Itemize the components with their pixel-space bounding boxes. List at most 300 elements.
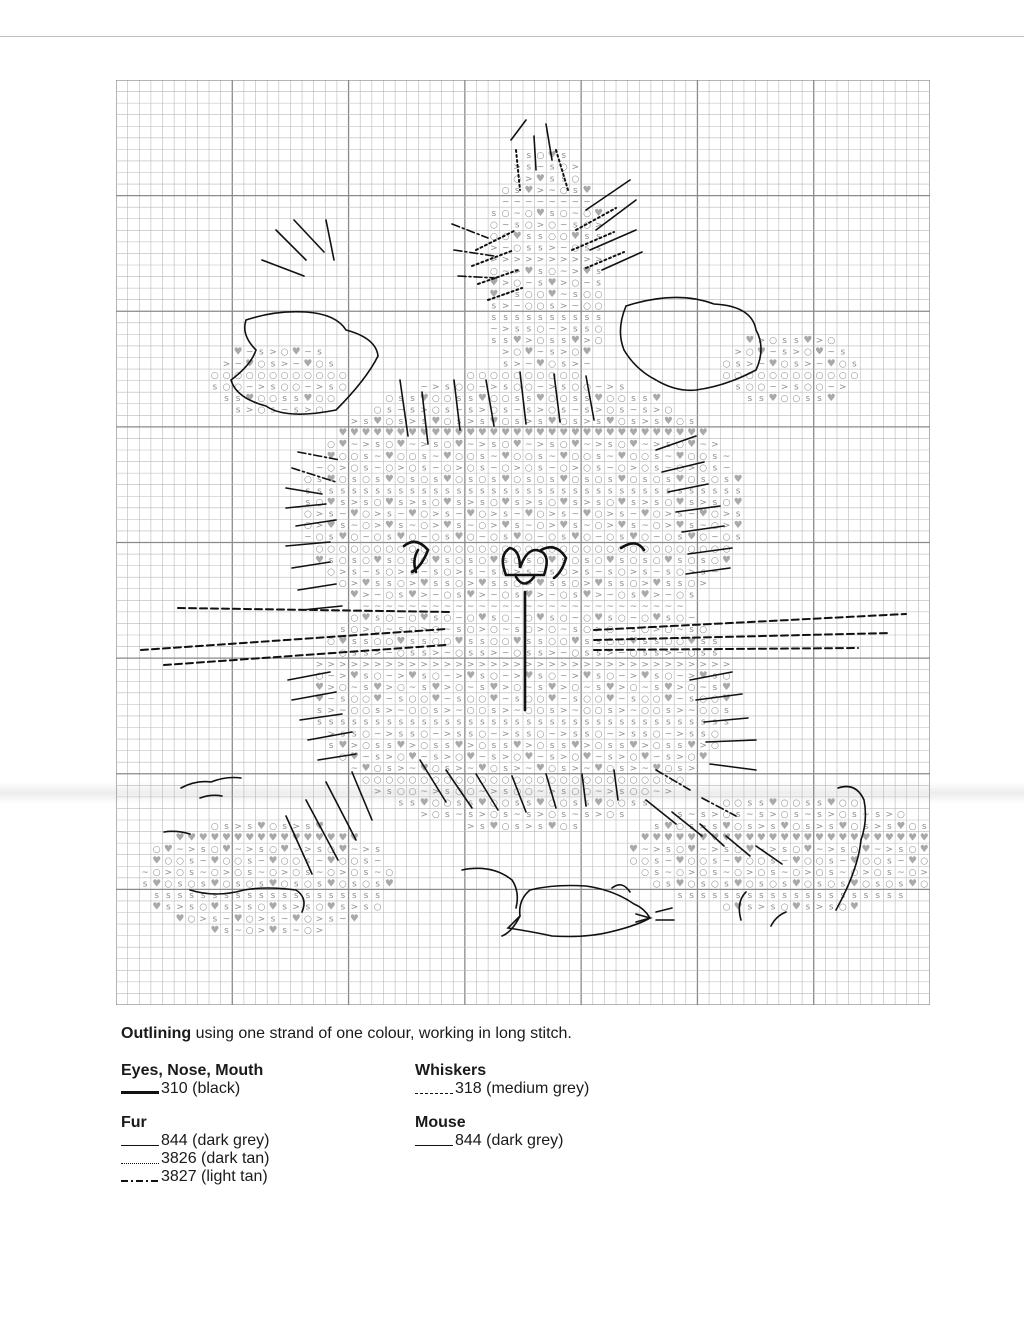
stitch-symbol: ○ — [687, 648, 696, 659]
stitch-symbol: > — [315, 925, 324, 936]
stitch-symbol: ~ — [501, 602, 510, 613]
stitch-symbol: s — [352, 555, 357, 566]
stitch-symbol: s — [572, 486, 578, 497]
stitch-symbol: s — [572, 313, 578, 323]
stitch-symbol: ○ — [327, 844, 336, 855]
stitch-symbol: ♥ — [675, 878, 685, 890]
stitch-symbol: > — [513, 567, 521, 578]
stitch-symbol: s — [340, 521, 346, 532]
stitch-symbol: s — [410, 636, 415, 647]
stitch-symbol: s — [352, 636, 357, 647]
stitch-symbol: > — [513, 764, 521, 774]
stitch-symbol: s — [270, 359, 276, 370]
stitch-symbol: > — [234, 821, 242, 832]
stitch-symbol: ♥ — [629, 843, 638, 855]
stitch-symbol: s — [549, 162, 555, 173]
stitch-symbol: ♥ — [663, 416, 673, 428]
stitch-symbol: ○ — [687, 474, 696, 485]
stitch-symbol: s — [538, 821, 543, 832]
stitch-symbol: ○ — [338, 683, 347, 693]
stitch-symbol: ○ — [443, 417, 452, 428]
stitch-symbol: s — [398, 694, 404, 705]
stitch-symbol: s — [375, 613, 380, 624]
stitch-symbol: ♥ — [396, 439, 406, 451]
stitch-symbol: > — [757, 336, 766, 347]
stitch-symbol: ~ — [408, 440, 417, 451]
stitch-symbol: ○ — [466, 532, 475, 543]
stitch-symbol: s — [607, 752, 613, 763]
stitch-symbol: s — [712, 856, 718, 867]
stitch-symbol: ♥ — [268, 832, 278, 844]
stitch-symbol: > — [315, 382, 324, 393]
stitch-symbol: ♥ — [652, 832, 662, 844]
stitch-symbol: ~ — [571, 602, 580, 613]
stitch-symbol: ○ — [780, 902, 789, 913]
stitch-symbol: ~ — [559, 671, 568, 682]
stitch-symbol: ○ — [583, 544, 591, 555]
stitch-symbol: > — [397, 567, 405, 578]
stitch-symbol: ○ — [594, 694, 603, 705]
stitch-symbol: s — [445, 509, 450, 520]
stitch-symbol: ○ — [187, 879, 196, 890]
stitch-symbol: s — [538, 243, 543, 254]
stitch-symbol: s — [689, 729, 694, 740]
stitch-symbol: ♥ — [152, 855, 162, 867]
stitch-symbol: ○ — [478, 775, 487, 786]
stitch-symbol: > — [490, 521, 498, 532]
legend-entry — [121, 1168, 270, 1186]
stitch-symbol: ○ — [431, 625, 440, 636]
stitch-symbol: ○ — [187, 914, 196, 925]
stitch-symbol: ~ — [641, 440, 649, 451]
stitch-symbol: ○ — [652, 544, 661, 555]
stitch-symbol: ~ — [757, 844, 766, 855]
stitch-symbol: > — [571, 567, 580, 578]
stitch-symbol: > — [629, 463, 638, 474]
stitch-symbol: ~ — [687, 706, 696, 717]
stitch-symbol: s — [421, 498, 427, 508]
stitch-symbol: ○ — [524, 370, 533, 381]
stitch-symbol: s — [445, 382, 450, 393]
stitch-symbol: s — [805, 902, 811, 913]
stitch-symbol: ♥ — [245, 393, 255, 404]
stitch-symbol: s — [561, 787, 567, 798]
stitch-symbol: > — [525, 659, 533, 670]
stitch-symbol: > — [525, 821, 533, 832]
stitch-symbol: s — [584, 324, 590, 335]
stitch-symbol: ○ — [315, 405, 324, 416]
stitch-symbol: s — [572, 625, 578, 636]
stitch-symbol: ~ — [699, 844, 707, 855]
stitch-symbol: > — [536, 590, 545, 601]
stitch-symbol: > — [583, 498, 591, 508]
stitch-symbol: ○ — [536, 775, 545, 786]
stitch-symbol: ~ — [583, 197, 591, 208]
stitch-symbol: s — [503, 579, 508, 589]
stitch-symbol: > — [490, 243, 498, 254]
stitch-symbol: ○ — [896, 810, 905, 821]
stitch-symbol: s — [572, 729, 578, 740]
stitch-symbol: s — [363, 856, 369, 867]
legend-mouse-title: Mouse — [415, 1114, 466, 1131]
stitch-symbol: ○ — [350, 625, 359, 636]
stitch-symbol: ~ — [571, 706, 580, 717]
stitch-symbol: s — [363, 498, 369, 508]
stitch-symbol: ○ — [443, 613, 452, 624]
stitch-symbol: s — [607, 717, 613, 728]
stitch-symbol: ○ — [303, 521, 312, 532]
stitch-symbol: ○ — [373, 671, 382, 682]
stitch-symbol: ○ — [536, 555, 545, 566]
stitch-symbol: s — [549, 301, 555, 312]
stitch-symbol: s — [468, 717, 474, 728]
stitch-symbol: ○ — [362, 775, 370, 786]
stitch-symbol: > — [420, 625, 428, 636]
stitch-symbol: ♥ — [594, 393, 604, 404]
stitch-symbol: ○ — [641, 463, 650, 474]
stitch-symbol: ♥ — [512, 427, 522, 439]
stitch-symbol: > — [722, 509, 731, 520]
stitch-symbol: s — [561, 740, 567, 751]
stitch-symbol: s — [212, 891, 218, 902]
stitch-symbol: s — [654, 463, 660, 474]
stitch-symbol: ○ — [641, 532, 650, 543]
stitch-symbol: ~ — [513, 509, 521, 520]
stitch-symbol: s — [805, 821, 811, 832]
stitch-symbol: s — [584, 648, 590, 659]
stitch-symbol: ♥ — [652, 427, 662, 439]
stitch-symbol: s — [828, 868, 834, 878]
stitch-symbol: ○ — [676, 463, 684, 474]
stitch-symbol: ♥ — [326, 901, 336, 913]
stitch-symbol: s — [456, 486, 462, 497]
stitch-symbol: ○ — [420, 544, 429, 555]
stitch-symbol: ○ — [641, 544, 650, 555]
stitch-symbol: ○ — [431, 532, 440, 543]
stitch-symbol: ♥ — [419, 763, 429, 774]
stitch-symbol: ○ — [478, 555, 487, 566]
stitch-symbol: ○ — [594, 729, 603, 740]
stitch-symbol: ♥ — [629, 531, 638, 543]
stitch-symbol: ○ — [269, 868, 277, 878]
stitch-symbol: ~ — [629, 706, 638, 717]
stitch-symbol: ○ — [362, 879, 370, 890]
stitch-symbol: ○ — [827, 879, 836, 890]
stitch-symbol: s — [538, 636, 543, 647]
stitch-symbol: s — [340, 625, 346, 636]
stitch-symbol: s — [514, 694, 520, 705]
stitch-symbol: s — [479, 636, 485, 647]
stitch-symbol: > — [594, 625, 603, 636]
stitch-symbol: ○ — [652, 509, 661, 520]
stitch-symbol: ○ — [489, 532, 498, 543]
stitch-symbol: s — [654, 717, 660, 728]
stitch-symbol: s — [724, 891, 729, 902]
stitch-symbol: ○ — [431, 798, 440, 809]
stitch-symbol: ♥ — [826, 393, 836, 404]
stitch-symbol: ○ — [431, 394, 440, 404]
stitch-symbol: ♥ — [815, 832, 824, 844]
stitch-symbol: s — [410, 474, 415, 485]
stitch-symbol: ♥ — [408, 427, 417, 439]
stitch-symbol: s — [654, 683, 660, 693]
stitch-symbol: s — [363, 486, 369, 497]
stitch-symbol: s — [340, 717, 346, 728]
stitch-symbol: > — [583, 579, 591, 589]
stitch-symbol: s — [503, 359, 508, 370]
stitch-symbol: s — [165, 891, 171, 902]
stitch-symbol: s — [468, 567, 474, 578]
stitch-symbol: ○ — [664, 764, 673, 774]
cross-stitch-chart — [116, 80, 930, 1005]
stitch-symbol: s — [456, 394, 462, 404]
stitch-symbol: ♥ — [756, 832, 766, 844]
stitch-symbol: ○ — [269, 394, 277, 404]
stitch-symbol: > — [873, 821, 882, 832]
stitch-symbol: s — [700, 636, 706, 647]
stitch-symbol: > — [769, 844, 777, 855]
stitch-symbol: s — [875, 891, 881, 902]
stitch-symbol: ~ — [536, 347, 545, 358]
stitch-symbol: ♥ — [722, 832, 731, 844]
stitch-symbol: s — [689, 717, 694, 728]
stitch-symbol: s — [863, 821, 869, 832]
stitch-symbol: > — [408, 417, 417, 428]
stitch-symbol: ○ — [594, 740, 603, 751]
stitch-symbol: ~ — [420, 532, 428, 543]
stitch-symbol: ~ — [862, 810, 870, 821]
stitch-symbol: s — [712, 868, 718, 878]
stitch-symbol: ♥ — [210, 855, 220, 867]
stitch-symbol: ♥ — [570, 739, 580, 751]
stitch-symbol: ○ — [303, 914, 312, 925]
stitch-symbol: ♥ — [431, 427, 441, 439]
stitch-symbol: ○ — [617, 567, 626, 578]
stitch-symbol: > — [548, 787, 556, 798]
stitch-symbol: > — [501, 706, 510, 717]
stitch-symbol: ○ — [431, 775, 440, 786]
stitch-symbol: > — [559, 752, 568, 763]
stitch-symbol: ○ — [548, 498, 557, 508]
stitch-symbol: > — [839, 382, 847, 393]
stitch-symbol: s — [840, 844, 846, 855]
stitch-symbol: s — [247, 821, 253, 832]
stitch-symbol: > — [525, 174, 533, 185]
stitch-symbol: s — [689, 694, 694, 705]
stitch-symbol: ○ — [362, 509, 370, 520]
legend-eyes-title: Eyes, Nose, Mouth — [121, 1062, 264, 1079]
stitch-symbol: > — [780, 382, 789, 393]
stitch-symbol: ♥ — [291, 832, 301, 844]
stitch-symbol: s — [177, 891, 183, 902]
stitch-symbol: ~ — [373, 590, 382, 601]
stitch-symbol: > — [641, 740, 649, 751]
stitch-symbol: s — [189, 868, 194, 878]
stitch-symbol: ○ — [408, 706, 417, 717]
stitch-symbol: ♥ — [582, 751, 592, 763]
stitch-symbol: ♥ — [384, 473, 394, 485]
stitch-symbol: s — [224, 891, 229, 902]
stitch-symbol: ○ — [641, 775, 650, 786]
stitch-symbol: > — [536, 255, 545, 266]
stitch-symbol: ○ — [455, 683, 463, 693]
stitch-symbol: ♥ — [384, 497, 394, 508]
stitch-symbol: ○ — [722, 370, 731, 381]
stitch-symbol: ○ — [327, 868, 336, 878]
stitch-symbol: ~ — [536, 567, 545, 578]
stitch-symbol: > — [466, 821, 475, 832]
stitch-symbol: > — [804, 868, 812, 878]
stitch-symbol: s — [631, 521, 636, 532]
stitch-symbol: ~ — [455, 613, 463, 624]
stitch-symbol: ♥ — [489, 820, 499, 832]
stitch-symbol: ~ — [443, 648, 452, 659]
stitch-symbol: ○ — [559, 636, 568, 647]
stitch-symbol: ○ — [803, 856, 812, 867]
stitch-symbol: s — [828, 891, 834, 902]
stitch-symbol: ♥ — [849, 901, 859, 913]
stitch-symbol: > — [525, 579, 533, 589]
stitch-symbol: ♥ — [198, 832, 208, 844]
stitch-symbol: ♥ — [210, 924, 220, 936]
stitch-symbol: s — [526, 313, 532, 323]
stitch-symbol: ○ — [548, 405, 557, 416]
stitch-symbol: s — [421, 486, 427, 497]
stitch-symbol: ~ — [292, 925, 300, 936]
stitch-symbol: ○ — [606, 625, 615, 636]
stitch-symbol: s — [666, 613, 671, 624]
stitch-symbol: s — [549, 567, 555, 578]
stitch-symbol: ○ — [641, 694, 650, 705]
stitch-symbol: ♥ — [722, 693, 731, 705]
stitch-symbol: > — [525, 417, 533, 428]
stitch-symbol: ♥ — [222, 832, 231, 844]
stitch-symbol: ♥ — [733, 901, 743, 913]
stitch-symbol: ~ — [420, 787, 428, 798]
stitch-symbol: > — [362, 440, 370, 451]
stitch-symbol: > — [443, 729, 452, 740]
stitch-symbol: s — [398, 498, 404, 508]
stitch-symbol: ♥ — [768, 832, 778, 844]
stitch-symbol: ♥ — [570, 531, 580, 543]
stitch-symbol: s — [654, 451, 660, 462]
stitch-symbol: ♥ — [373, 416, 383, 428]
stitch-symbol: ~ — [490, 463, 498, 474]
stitch-symbol: s — [445, 405, 450, 416]
stitch-symbol: ○ — [257, 370, 266, 381]
stitch-symbol: ~ — [362, 532, 370, 543]
stitch-symbol: ~ — [432, 451, 440, 462]
stitch-symbol: s — [584, 555, 590, 566]
stitch-symbol: ○ — [803, 879, 812, 890]
stitch-symbol: s — [340, 694, 346, 705]
stitch-symbol: ~ — [513, 706, 521, 717]
stitch-symbol: ○ — [524, 532, 533, 543]
stitch-symbol: ○ — [664, 498, 673, 508]
stitch-symbol: ○ — [327, 567, 336, 578]
stitch-symbol: ○ — [710, 740, 719, 751]
stitch-symbol: ○ — [373, 532, 382, 543]
stitch-symbol: ♥ — [408, 589, 417, 601]
stitch-symbol: ♥ — [547, 277, 557, 289]
stitch-symbol: s — [363, 891, 369, 902]
stitch-symbol: ○ — [408, 463, 417, 474]
stitch-symbol: s — [445, 555, 450, 566]
stitch-symbol: ○ — [396, 775, 405, 786]
stitch-symbol: > — [652, 625, 661, 636]
stitch-symbol: ○ — [455, 382, 463, 393]
stitch-symbol: ○ — [152, 844, 161, 855]
stitch-symbol: > — [234, 902, 242, 913]
stitch-symbol: s — [619, 810, 625, 821]
stitch-symbol: ○ — [315, 544, 324, 555]
stitch-symbol: ○ — [396, 579, 405, 589]
stitch-symbol: ♥ — [442, 450, 452, 462]
stitch-symbol: ~ — [664, 590, 673, 601]
stitch-symbol: ♥ — [675, 427, 685, 439]
line-solid-icon — [121, 1145, 159, 1146]
stitch-symbol: > — [455, 659, 463, 670]
stitch-symbol: s — [677, 717, 683, 728]
stitch-symbol: ~ — [397, 613, 405, 624]
stitch-symbol: ○ — [757, 370, 766, 381]
stitch-symbol: s — [363, 683, 369, 693]
stitch-symbol: ○ — [606, 810, 615, 821]
stitch-symbol: ♥ — [524, 427, 534, 439]
stitch-symbol: ○ — [629, 544, 638, 555]
stitch-symbol: > — [548, 521, 556, 532]
stitch-symbol: ○ — [734, 868, 743, 878]
stitch-symbol: s — [747, 891, 753, 902]
stitch-symbol: > — [769, 810, 777, 821]
stitch-symbol: s — [700, 717, 706, 728]
stitch-symbol: s — [503, 509, 508, 520]
stitch-symbol: ~ — [594, 532, 603, 543]
stitch-symbol: s — [398, 590, 404, 601]
stitch-symbol: > — [594, 659, 603, 670]
stitch-symbol: s — [468, 636, 474, 647]
stitch-symbol: s — [212, 914, 218, 925]
stitch-symbol: ♥ — [512, 635, 522, 647]
stitch-symbol: s — [526, 232, 532, 243]
stitch-symbol: ○ — [687, 879, 696, 890]
stitch-symbol: s — [712, 683, 718, 693]
stitch-symbol: ♥ — [466, 427, 476, 439]
stitch-symbol: ○ — [350, 532, 359, 543]
stitch-symbol: s — [549, 174, 555, 185]
stitch-symbol: s — [235, 879, 241, 890]
stitch-symbol: ○ — [676, 544, 684, 555]
stitch-symbol: s — [700, 891, 706, 902]
stitch-symbol: ~ — [466, 602, 475, 613]
stitch-symbol: ♥ — [605, 427, 615, 439]
stitch-symbol: > — [222, 359, 231, 370]
stitch-symbol: s — [677, 509, 683, 520]
stitch-symbol: ♥ — [256, 832, 266, 844]
stitch-symbol: ○ — [734, 370, 743, 381]
stitch-symbol: s — [514, 729, 520, 740]
stitch-symbol: ○ — [245, 879, 254, 890]
stitch-symbol: ○ — [617, 590, 626, 601]
stitch-symbol: ♥ — [733, 855, 743, 867]
stitch-symbol: ○ — [443, 590, 452, 601]
stitch-symbol: ○ — [769, 336, 777, 347]
stitch-symbol: s — [875, 810, 881, 821]
stitch-symbol: ~ — [618, 648, 626, 659]
stitch-symbol: ♥ — [454, 531, 464, 543]
stitch-symbol: s — [491, 301, 497, 312]
stitch-symbol: s — [375, 752, 380, 763]
